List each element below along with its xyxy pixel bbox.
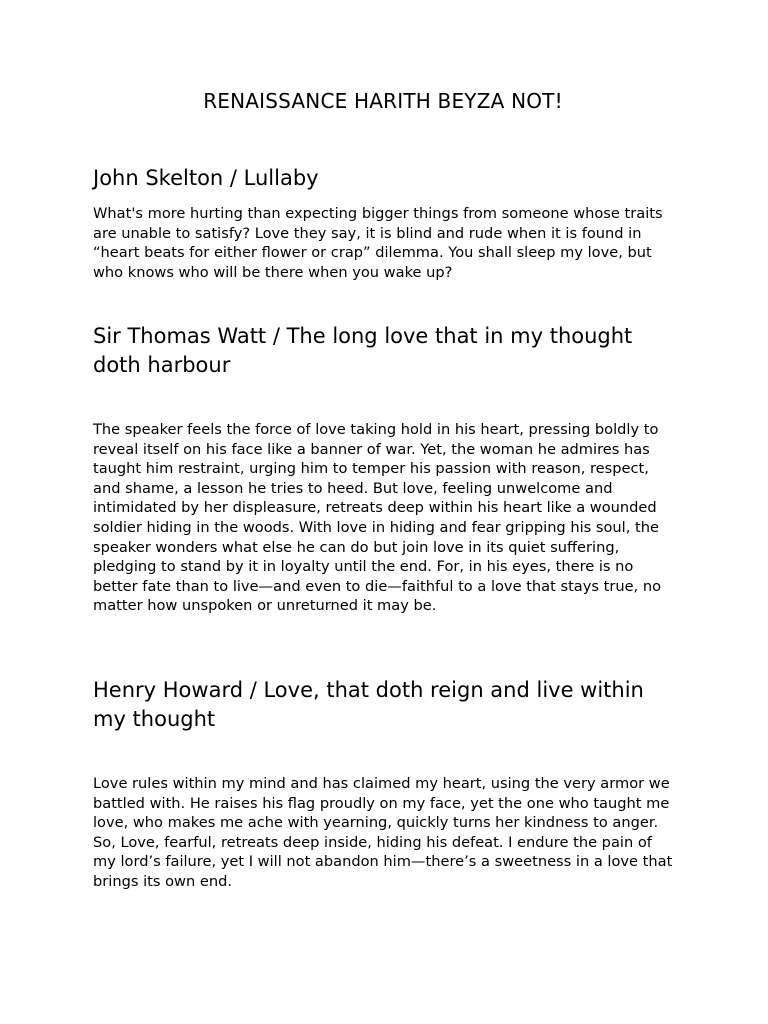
section-heading-howard: Henry Howard / Love, that doth reign and live within my thought bbox=[93, 678, 644, 731]
section-heading-skelton: John Skelton / Lullaby bbox=[93, 166, 319, 190]
section-body-skelton: What's more hurting than expecting bigger things from someone whose traits are unable to satisfy? Love they say, it is blind and rude when it is found in “heart beats for either flower or crap” dilemma. You shall sleep my love, but who knows who will be there when you wake up? bbox=[93, 205, 663, 281]
section-body-watt: The speaker feels the force of love taking hold in his heart, pressing boldly to reveal itself on his face like a banner of war. Yet, the woman he admires has taught him restraint, urging him to temper his passion with reason, respect, and shame, a lesson he tries to heed. But love, feeling unwelcome and intimidated by her displeasure, retreats deep within his heart like a wounded soldier hiding in the woods. With love in hiding and fear gripping his soul, the speaker wonders what else he can do but join love in its quiet suffering, pledging to stand by it in loyalty until the end. For, in his eyes, there is no better fate than to live—and even to die—faithful to a love that stays true, no matter how unspoken or unreturned it may be. bbox=[93, 421, 662, 615]
section-body-howard: Love rules within my mind and has claimed my heart, using the very armor we battled with. He raises his flag proudly on my face, yet the one who taught me love, who makes me ache with yearning, quickly turns her kindness to anger. So, Love, fearful, retreats deep inside, hiding his defeat. I endure the pain of my lord’s failure, yet I will not abandon him—there’s a sweetness in a love that brings its own end. bbox=[93, 775, 673, 890]
section-heading-watt: Sir Thomas Watt / The long love that in my thought doth harbour bbox=[93, 324, 633, 377]
document-title: RENAISSANCE HARITH BEYZA NOT! bbox=[203, 89, 563, 113]
